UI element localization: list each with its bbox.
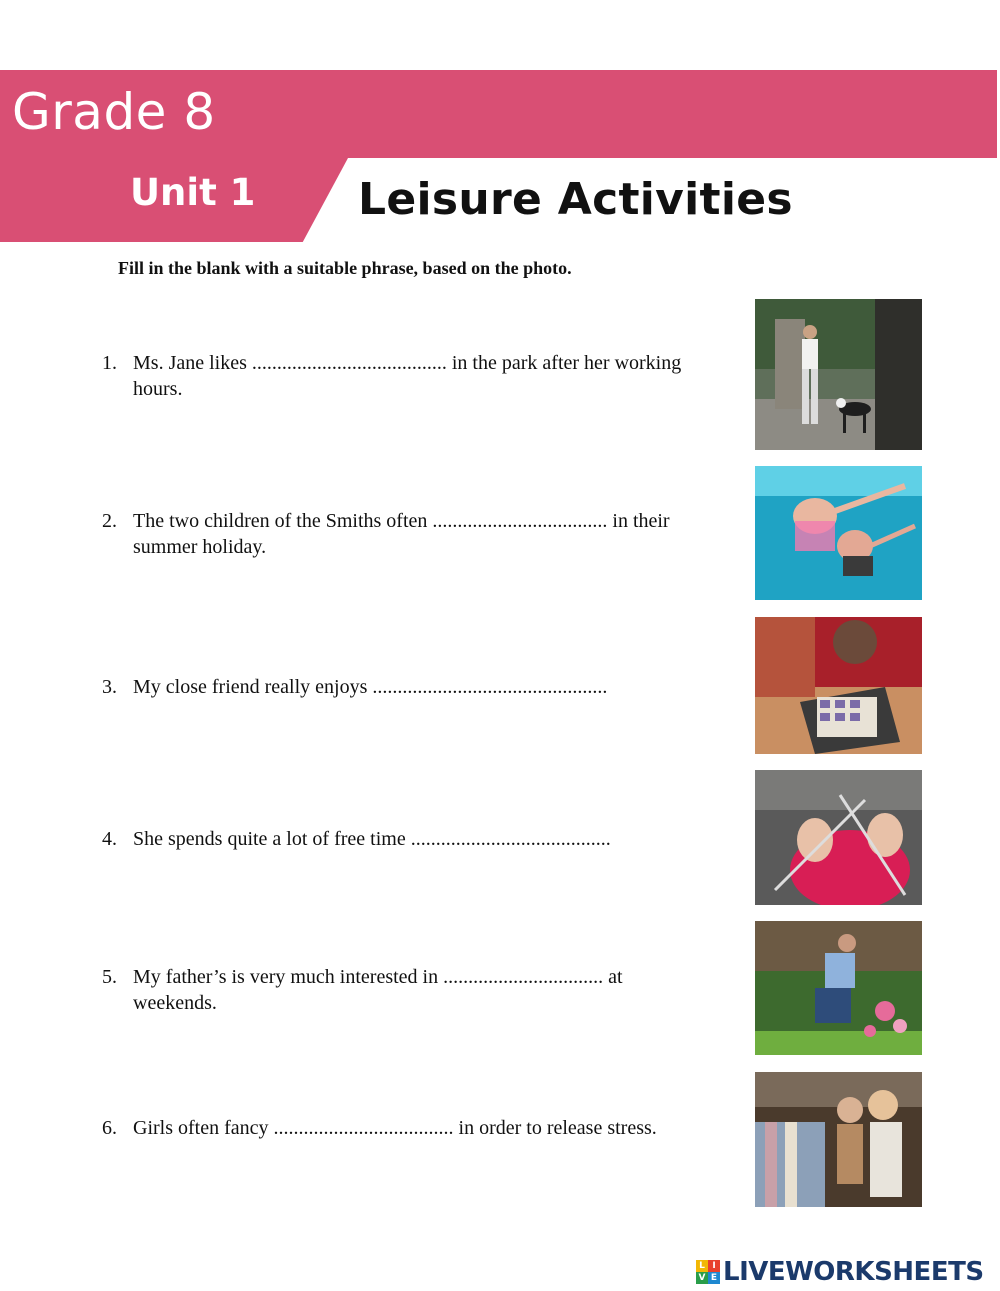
question-3	[102, 674, 702, 700]
page-title: Leisure Activities	[358, 174, 793, 225]
man-gardening-photo	[755, 921, 922, 1055]
question-number: 5.	[102, 966, 117, 988]
question-text: My father’s is very much interested in ................................ at weekends.	[133, 966, 623, 1014]
question-number: 3.	[102, 676, 117, 698]
question-text: The two children of the Smiths often ................................... in their summer holiday.	[133, 510, 670, 558]
question-number: 4.	[102, 828, 117, 850]
question-number: 2.	[102, 510, 117, 532]
liveworksheets-logo-text: LIVEWORKSHEETS	[723, 1257, 984, 1287]
grade-label: Grade 8	[12, 83, 216, 141]
question-5	[102, 964, 702, 1016]
question-2	[102, 508, 702, 560]
question-text: Ms. Jane likes ....................................... in the park after her working hours.	[133, 352, 682, 400]
question-4	[102, 826, 702, 852]
question-text: She spends quite a lot of free time ........................................	[133, 828, 611, 850]
girls-shopping-clothes-photo	[755, 1072, 922, 1207]
question-6	[102, 1115, 702, 1141]
question-1	[102, 350, 702, 402]
stamp-album-collecting-photo	[755, 617, 922, 754]
children-swimming-underwater-photo	[755, 466, 922, 600]
question-number: 1.	[102, 352, 117, 374]
woman-walking-dog-photo	[755, 299, 922, 450]
question-text: Girls often fancy .................................... in order to release stress.	[133, 1117, 657, 1139]
instructions: Fill in the blank with a suitable phrase, based on the photo.	[118, 258, 572, 278]
liveworksheets-logo	[696, 1256, 984, 1288]
question-number: 6.	[102, 1117, 117, 1139]
knitting-red-wool-photo	[755, 770, 922, 905]
unit-label: Unit 1	[130, 171, 256, 214]
liveworksheets-logo-icon: L I V E	[696, 1260, 720, 1284]
question-text: My close friend really enjoys ...............................................	[133, 676, 608, 698]
